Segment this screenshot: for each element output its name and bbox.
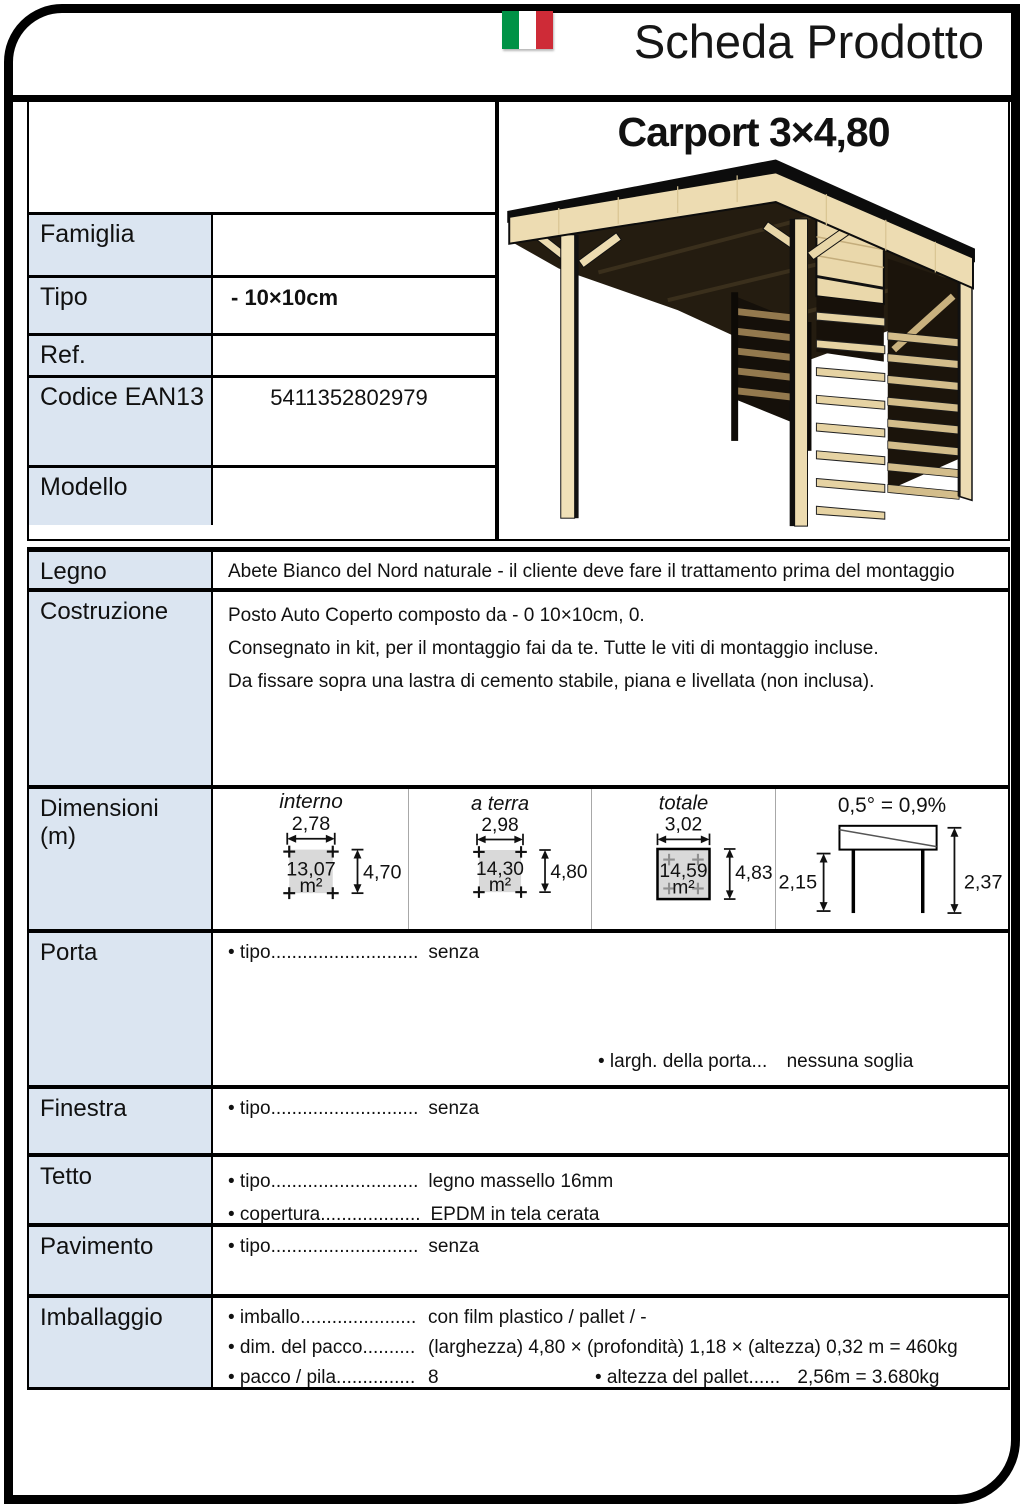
tetto-copertura-label: • copertura...................	[228, 1204, 421, 1225]
svg-text:13,07: 13,07	[285, 858, 336, 881]
svg-text:14,30: 14,30	[476, 858, 524, 880]
legno-label: Legno	[29, 552, 213, 588]
flag-red-stripe	[536, 11, 553, 49]
ref-value	[213, 336, 495, 375]
totale-diagram	[592, 792, 775, 931]
svg-text:2,37: 2,37	[963, 871, 1003, 894]
finestra-label: Finestra	[29, 1089, 213, 1153]
a-terra-diagram	[409, 792, 591, 931]
spec-row-pavimento	[29, 1223, 1008, 1294]
tipo-label: Tipo	[29, 278, 213, 333]
tetto-tipo-value: legno massello 16mm	[428, 1171, 614, 1192]
legno-value: Abete Bianco del Nord naturale - il cliente deve fare il trattamento prima del montaggio	[228, 561, 955, 582]
svg-text:0,5° = 0,9%: 0,5° = 0,9%	[837, 793, 947, 817]
dim-col-a-terra	[408, 789, 591, 929]
ean-value: 5411352802979	[270, 385, 428, 410]
info-row-famiglia	[29, 212, 495, 275]
finestra-tipo-label: • tipo............................	[228, 1098, 419, 1119]
flag-white-stripe	[519, 11, 536, 49]
costruzione-line-2: Consegnato in kit, per il montaggio fai da te. Tutte le viti di montaggio incluse.	[228, 638, 879, 659]
italy-flag-icon	[502, 11, 553, 49]
spec-row-porta	[29, 929, 1008, 1085]
dim-col-pendenza	[775, 789, 1008, 929]
product-title: Carport 3×4,80	[617, 109, 890, 155]
svg-text:2,78: 2,78	[291, 812, 330, 835]
svg-text:4,83: 4,83	[735, 862, 773, 884]
imballo-label: • imballo......................	[228, 1307, 417, 1328]
spec-row-legno	[29, 547, 1008, 588]
famiglia-label: Famiglia	[29, 215, 213, 275]
info-row-modello	[29, 465, 495, 525]
imballaggio-label: Imballaggio	[29, 1298, 213, 1387]
svg-text:m²: m²	[672, 877, 695, 899]
spec-row-dimensioni	[29, 785, 1008, 929]
spec-row-costruzione	[29, 588, 1008, 785]
spec-table	[27, 547, 1010, 1390]
spec-row-tetto	[29, 1153, 1008, 1223]
page-title: Scheda Prodotto	[633, 15, 984, 68]
svg-text:4,80: 4,80	[550, 861, 588, 883]
pavimento-label: Pavimento	[29, 1227, 213, 1294]
imballo-value: con film plastico / pallet / -	[428, 1307, 647, 1328]
finestra-tipo-value: senza	[428, 1098, 480, 1119]
dim-pacco-value: (larghezza) 4,80 × (profondità) 1,18 × (altezza) 0,32 m = 460kg	[428, 1337, 958, 1358]
interno-diagram	[217, 792, 405, 931]
svg-text:totale: totale	[658, 792, 709, 815]
svg-text:a terra: a terra	[470, 792, 530, 815]
ref-label: Ref.	[29, 336, 213, 375]
svg-text:4,70: 4,70	[362, 861, 401, 884]
dimensioni-label	[29, 789, 213, 929]
modello-label: Modello	[29, 468, 213, 525]
info-table	[27, 100, 497, 541]
svg-text:interno: interno	[278, 792, 343, 814]
svg-text:2,15: 2,15	[778, 871, 818, 894]
pacco-pila-value: 8	[428, 1367, 439, 1388]
spec-row-finestra	[29, 1085, 1008, 1153]
dim-pacco-label: • dim. del pacco..........	[228, 1337, 416, 1358]
dim-col-interno	[213, 789, 408, 929]
info-row-ref	[29, 333, 495, 375]
costruzione-label: Costruzione	[29, 592, 213, 785]
dimensioni-label-unit: (m)	[40, 823, 76, 850]
porta-label: Porta	[29, 933, 213, 1085]
product-image-cell	[497, 100, 1010, 541]
modello-value	[213, 468, 495, 525]
dimensioni-label-text: Dimensioni	[40, 795, 159, 822]
svg-text:m²: m²	[488, 875, 512, 897]
pendenza-diagram	[778, 792, 1006, 931]
svg-text:2,98: 2,98	[481, 814, 519, 836]
svg-text:3,02: 3,02	[664, 814, 703, 836]
info-row-ean	[29, 375, 495, 465]
ean-label: Codice EAN13	[29, 378, 213, 465]
tetto-tipo-label: • tipo............................	[228, 1171, 419, 1192]
costruzione-line-3: Da fissare sopra una lastra di cemento stabile, piana e livellata (non inclusa).	[228, 671, 875, 692]
dimension-diagrams	[213, 789, 1008, 929]
costruzione-line-1: Posto Auto Coperto composto da - 0 10×10cm, 0.	[228, 605, 645, 626]
spec-row-imballaggio	[29, 1294, 1008, 1387]
pavimento-tipo-value: senza	[428, 1236, 480, 1257]
tetto-label: Tetto	[29, 1157, 213, 1223]
tetto-copertura-value: EPDM in tela cerata	[430, 1204, 600, 1225]
porta-larghezza-label: • largh. della porta...	[598, 1051, 768, 1072]
porta-tipo-label: • tipo............................	[228, 942, 419, 963]
flag-green-stripe	[502, 11, 519, 49]
altezza-pallet-label: • altezza del pallet......	[595, 1367, 781, 1388]
info-row-tipo	[29, 275, 495, 333]
famiglia-value	[213, 215, 495, 275]
altezza-pallet-value: 2,56m = 3.680kg	[797, 1367, 940, 1388]
pavimento-tipo-label: • tipo............................	[228, 1236, 419, 1257]
tipo-value: - 10×10cm	[231, 285, 339, 310]
carport-image	[499, 102, 1008, 539]
icons-spacer-row	[29, 102, 495, 212]
dim-col-totale	[591, 789, 775, 929]
pacco-pila-label: • pacco / pila...............	[228, 1367, 416, 1388]
porta-larghezza-value: nessuna soglia	[786, 1051, 914, 1072]
porta-tipo-value: senza	[428, 942, 480, 963]
svg-text:m²: m²	[298, 875, 323, 898]
svg-text:14,59: 14,59	[659, 860, 708, 882]
